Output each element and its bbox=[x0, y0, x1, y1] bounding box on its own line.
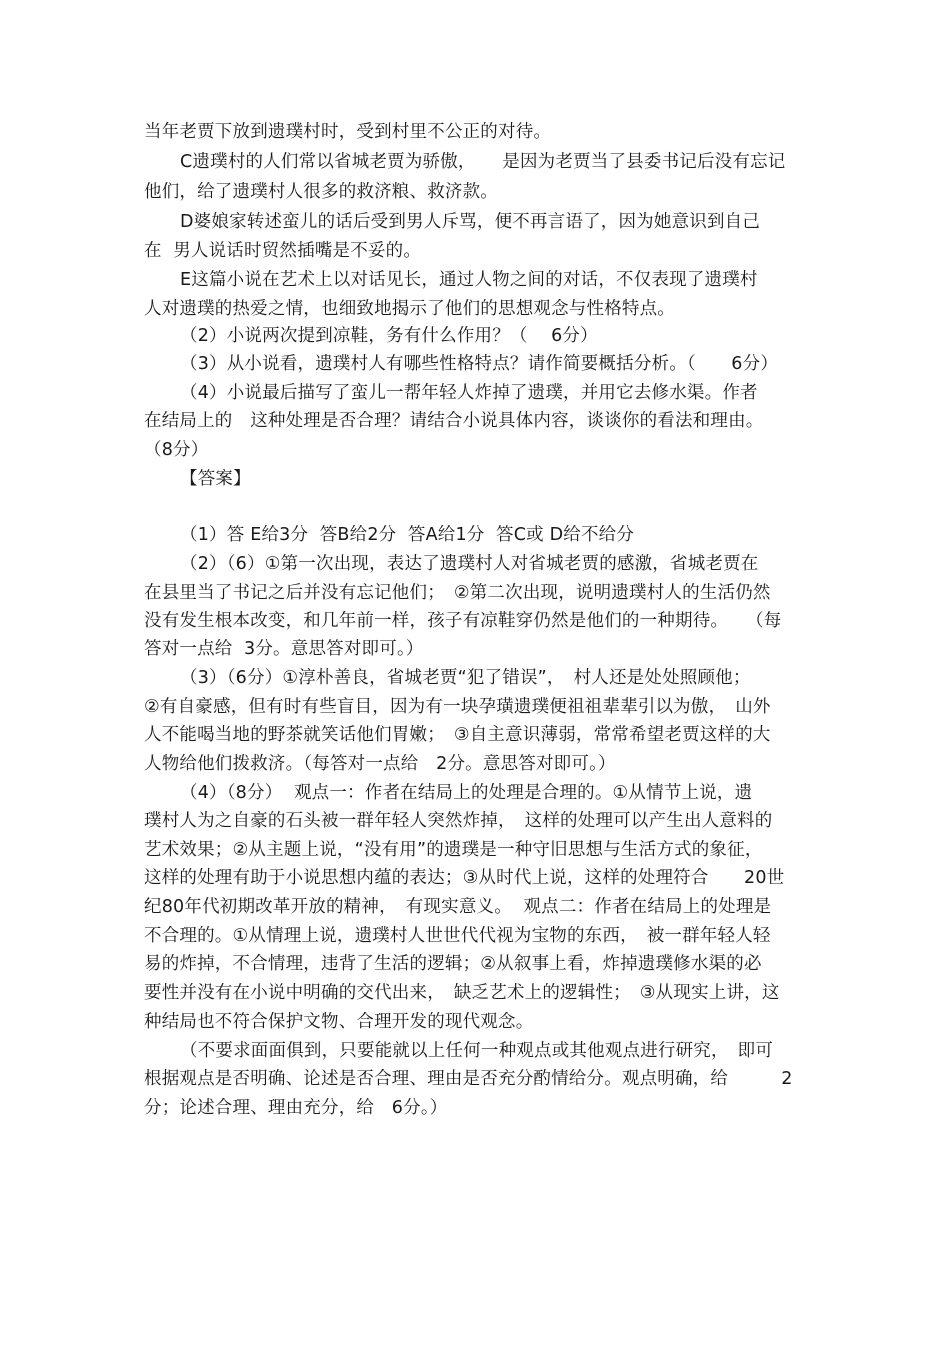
text-line: （2）小说两次提到凉鞋，务有什么作用？（ 6分） bbox=[180, 326, 598, 346]
text-line: （1）答 E给3分 答B给2分 答A给1分 答C或 D给不给分 bbox=[180, 525, 635, 545]
text-line: 要性并没有在小说中明确的交代出来， 缺乏艺术上的逻辑性； ③从现实上讲，这 bbox=[144, 983, 780, 1003]
text-line: 种结局也不符合保护文物、合理开发的现代观念。 bbox=[144, 1012, 534, 1032]
text-line: 没有发生根本改变，和几年前一样，孩子有凉鞋穿仍然是他们的一种期待。 （每 bbox=[144, 611, 782, 631]
text-line: 易的炸掉，不合情理，违背了生活的逻辑；②从叙事上看，炸掉遗璞修水渠的必 bbox=[144, 954, 762, 974]
text-line: E这篇小说在艺术上以对话见长，通过人物之间的对话，不仅表现了遗璞村 bbox=[180, 270, 758, 290]
text-line: （3）从小说看，遗璞村人有哪些性格特点？请作简要概括分析。（ 6分） bbox=[180, 354, 779, 374]
text-line: 人不能喝当地的野茶就笑话他们胃嫩； ③自主意识薄弱，常常希望老贾这样的大 bbox=[144, 725, 771, 745]
text-line: 当年老贾下放到遗璞村时，受到村里不公正的对待。 bbox=[144, 122, 552, 142]
text-line: （2）（6）①第一次出现，表达了遗璞村人对省城老贾的感激，省城老贾在 bbox=[180, 554, 759, 574]
text-line: 在 男人说话时贸然插嘴是不妥的。 bbox=[144, 241, 422, 261]
text-line: 纪80年代初期改革开放的精神， 有现实意义。 观点二：作者在结局上的处理是 bbox=[144, 897, 772, 917]
text-line: 他们，给了遗璞村人很多的救济粮、救济款。 bbox=[144, 182, 498, 202]
text-line: （8分） bbox=[144, 440, 209, 460]
text-line: 在县里当了书记之后并没有忘记他们； ②第二次出现，说明遗璞村人的生活仍然 bbox=[144, 583, 771, 603]
text-line: （4）（8分） 观点一：作者在结局上的处理是合理的。①从情节上说，遗 bbox=[180, 783, 753, 803]
section-heading: 【答案】 bbox=[180, 469, 251, 489]
text-line: 根据观点是否明确、论述是否合理、理由是否充分酌情给分。观点明确，给 2 bbox=[144, 1069, 793, 1089]
text-line: 答对一点给 3分。意思答对即可。） bbox=[144, 639, 424, 659]
text-line: ②有自豪感，但有时有些盲目，因为有一块孕璜遗璞便祖祖辈辈引以为傲， 山外 bbox=[144, 697, 771, 717]
text-line: C遗璞村的人们常以省城老贾为骄傲， 是因为老贾当了县委书记后没有忘记 bbox=[180, 152, 786, 172]
text-line: （不要求面面俱到，只要能就以上任何一种观点或其他观点进行研究， 即可 bbox=[180, 1041, 774, 1061]
text-line: D婆娘家转述蛮儿的话后受到男人斥骂，便不再言语了，因为她意识到自己 bbox=[180, 212, 761, 232]
text-line: 人对遗璞的热爱之情，也细致地揭示了他们的思想观念与性格特点。 bbox=[144, 299, 675, 319]
text-line: 分；论述合理、理由充分，给 6分。） bbox=[144, 1098, 448, 1118]
text-line: 人物给他们拨救济。（每答对一点给 2分。意思答对即可。） bbox=[144, 754, 616, 774]
text-line: （4）小说最后描写了蛮儿一帮年轻人炸掉了遗璞，并用它去修水渠。作者 bbox=[180, 383, 758, 403]
text-line: （3）（6分）①淳朴善良，省城老贾“犯了错误”， 村人还是处处照顾他； bbox=[180, 668, 751, 688]
text-line: 艺术效果；②从主题上说，“没有用”的遗璞是一种守旧思想与生活方式的象征， bbox=[144, 840, 763, 860]
text-line: 这样的处理有助于小说思想内蕴的表达；③从时代上说，这样的处理符合 20世 bbox=[144, 868, 785, 888]
text-line: 在结局上的 这种处理是否合理？请结合小说具体内容，谈谈你的看法和理由。 bbox=[144, 411, 764, 431]
text-line: 不合理的。①从情理上说，遗璞村人世世代代视为宝物的东西， 被一群年轻人轻 bbox=[144, 926, 771, 946]
text-line: 璞村人为之自豪的石头被一群年轻人突然炸掉， 这样的处理可以产生出人意料的 bbox=[144, 811, 773, 831]
